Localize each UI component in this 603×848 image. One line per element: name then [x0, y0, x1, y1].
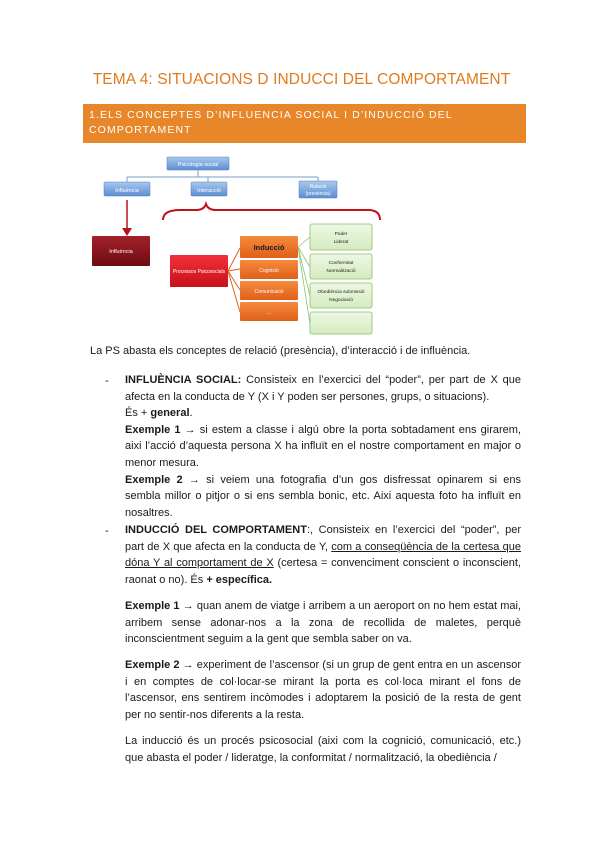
example-label: Exemple 1 [125, 600, 180, 612]
induccio-connectors [298, 237, 310, 324]
influencia-example-2 [125, 472, 521, 522]
brace-icon [163, 204, 380, 220]
example-text: → si estem a classe i algú obre la porta sobtadament ens girarem, aixi l’acció d’aquesta persona X ha influït en el nostre comportament en major o menor mesura. [125, 423, 521, 469]
bullet-marker: - [105, 525, 109, 537]
process-connectors [228, 248, 240, 312]
influencia-section [125, 372, 521, 521]
node-label: Poder [334, 232, 348, 237]
node-comunicacio [240, 281, 298, 300]
example-text: → si veiem una fotografia d’un gos disfressat opinarem si ens sembla millor o pitjor o si ens sembla bonic, etc. Aixi aquesta foto ha influït en nosaltres. [125, 473, 522, 519]
page-title: TEMA 4: SITUACIONS D INDUCCI DEL COMPORTAMENT [92, 71, 511, 88]
node-label: Comunicació [254, 289, 284, 295]
induccio-underlined: com a conseqüència de la certesa que dóna Y al comportament de X [125, 540, 521, 570]
bullet-marker: - [105, 375, 109, 387]
influencia-definition [125, 372, 521, 405]
induccio-section [125, 522, 521, 588]
node-label: Inducció [253, 243, 285, 252]
node-psicologia-social [167, 157, 229, 170]
node-interaccio [191, 182, 227, 196]
intro-paragraph: La PS abasta els conceptes de relació (presència), d’interacció i de influència. [90, 345, 471, 357]
example-text: → quan anem de viatge i arribem a un aeroport on no hem estat mai, arribem sense adonar-nos a la zona de recollida de maletes, perquè inconscientment seguim a la gent que sembla saber on va. [125, 600, 522, 646]
example-text: → experiment de l’ascensor (si un grup de gent entra en un ascensor i en comptes de col·locar-se mirant la porta es col·loca mirant el fons de l’ascensor, ens sentirem incòmodes i adoptarem la posició de la resta de gent per no sentir-nos diferents a la resta. [125, 659, 521, 721]
node-label: Relació [309, 184, 327, 190]
tree-connectors [127, 169, 318, 182]
es-label: És + [125, 407, 151, 420]
node-label: Interacció [197, 188, 221, 194]
section-heading [83, 104, 526, 143]
node-label: ... [266, 310, 272, 316]
node-relacio [299, 181, 337, 198]
period: . [189, 407, 193, 420]
induccio-text: (certesa = convenciment conscient o inconscient, raonat o no). És [125, 557, 521, 586]
induccio-heading: INDUCCIÓ DEL COMPORTAMENT [125, 524, 307, 536]
node-empty [310, 312, 372, 334]
node-label: Psicologia social [177, 162, 219, 168]
node-label: (presència) [305, 191, 331, 197]
node-label: Processos Psicosocials [172, 269, 226, 275]
node-processos-psicosocials [170, 255, 228, 287]
induccio-example-1 [125, 598, 521, 648]
section-heading-line1: 1.ELS CONCEPTES D’INFLUENCIA SOCIAL I D’INDUCCIÓ DEL [89, 109, 453, 121]
node-induccio [240, 236, 298, 258]
node-more [240, 302, 298, 321]
concept-diagram [88, 152, 388, 337]
node-label: Normalització [326, 269, 356, 274]
influencia-example-1 [125, 422, 521, 472]
influencia-text: Consisteix en l’exercici del “poder”, per part de X que afecta en la conducta de Y (X i Y poden ser persones, grups, o situacions). [125, 374, 521, 403]
node-conformitat [310, 254, 372, 279]
example-label: Exemple 2 [125, 659, 180, 671]
node-poder [310, 224, 372, 250]
node-label: Cognició [259, 268, 279, 274]
example-label: Exemple 2 [125, 473, 183, 486]
node-influencia [104, 182, 150, 196]
induccio-closing [125, 733, 521, 766]
node-label: Influència [109, 249, 133, 255]
influencia-scope [125, 405, 521, 422]
general-label: general [150, 407, 190, 420]
node-label: Negociació [329, 298, 353, 303]
node-label: Influència [115, 188, 139, 194]
closing-text: La inducció és un procés psicosocial (aixi com la cognició, comunicació, etc.) que abasta el poder / lideratge, la conformitat / normalització, la obediència / [125, 735, 521, 764]
node-obediencia [310, 283, 372, 308]
section-heading-line2: COMPORTAMENT [89, 124, 192, 136]
node-label: Liderat [333, 240, 349, 245]
especifica-label: + específica. [206, 573, 273, 586]
induccio-definition [125, 522, 521, 588]
node-cognicio [240, 260, 298, 279]
influencia-heading: INFLUÈNCIA SOCIAL: [125, 374, 242, 386]
node-label: Obediència submissió [317, 290, 365, 295]
induccio-example-2 [125, 657, 521, 723]
induccio-text: :, Consisteix en l’exercici del “poder”, per part de X que afecta en la conducta de Y, [125, 524, 521, 553]
node-influencia-result [92, 236, 150, 266]
arrow-down-icon [122, 200, 132, 236]
node-label: Conformitat [328, 261, 354, 266]
example-label: Exemple 1 [125, 423, 181, 436]
